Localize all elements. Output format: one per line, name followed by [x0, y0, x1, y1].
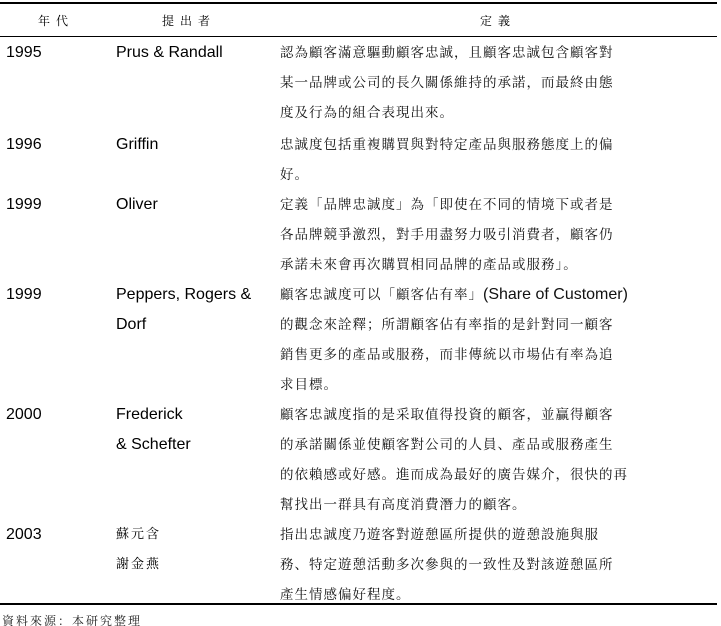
definition-text: 顧客忠誠度可以「顧客佔有率」 [280, 287, 483, 303]
row-author [116, 190, 276, 220]
definition-line: 各品牌競爭激烈，對手用盡努力吸引消費者，顧客仍 [280, 227, 614, 243]
definition-line: 認為顧客滿意驅動顧客忠誠，且顧客忠誠包含顧客對 [280, 45, 614, 61]
definition-line [280, 280, 710, 310]
definition-line: 度及行為的組合表現出來。 [280, 105, 454, 121]
table-header-rule [0, 36, 717, 37]
row-year: 2000 [6, 406, 42, 423]
table-bottom-rule [0, 603, 717, 605]
definition-line: 好。 [280, 167, 309, 183]
header-definition: 定義 [480, 14, 517, 28]
row-definition [280, 190, 710, 280]
author-line: 蘇元含 [116, 527, 162, 542]
author-line: Prus & Randall [116, 44, 223, 61]
table-source-note: 資料來源：本研究整理 [2, 614, 143, 626]
author-line: Peppers, Rogers & [116, 286, 252, 303]
definition-line: 忠誠度包括重複購買與對特定產品與服務態度上的偏 [280, 137, 614, 153]
row-year: 1995 [6, 44, 42, 61]
table-header [0, 4, 717, 36]
row-year: 1999 [6, 286, 42, 303]
author-line: Oliver [116, 196, 158, 213]
row-year: 1999 [6, 196, 42, 213]
definition-line: 的觀念來詮釋；所謂顧客佔有率指的是針對同一顧客 [280, 317, 614, 333]
author-line: Frederick [116, 406, 183, 423]
row-definition [280, 520, 710, 610]
row-definition [280, 400, 710, 520]
header-year: 年代 [38, 14, 75, 28]
definition-line: 務、特定遊憩活動多次參與的一致性及對該遊憩區所 [280, 557, 614, 573]
author-line: Dorf [116, 316, 147, 333]
definition-line: 的依賴感或好感。進而成為最好的廣告媒介，很快的再 [280, 467, 628, 483]
author-line: Griffin [116, 136, 159, 153]
row-year: 2003 [6, 526, 42, 543]
definition-line: 求目標。 [280, 377, 338, 393]
definition-latin-text: (Share of Customer) [483, 286, 628, 303]
author-line: 謝金燕 [116, 557, 162, 572]
row-author [116, 280, 276, 340]
definition-line: 銷售更多的產品或服務，而非傳統以市場佔有率為追 [280, 347, 614, 363]
row-author [116, 520, 276, 580]
row-author [116, 38, 276, 68]
definition-line: 幫找出一群具有高度消費潛力的顧客。 [280, 497, 527, 513]
definition-line: 顧客忠誠度指的是采取值得投資的顧客，並贏得顧客 [280, 407, 614, 423]
definition-line: 的承諾關係並使顧客對公司的人員、產品或服務產生 [280, 437, 614, 453]
definition-line: 指出忠誠度乃遊客對遊憩區所提供的遊憩設施與服 [280, 527, 599, 543]
definition-line: 定義「品牌忠誠度」為「即使在不同的情境下或者是 [280, 197, 614, 213]
header-author: 提出者 [162, 14, 217, 28]
row-definition [280, 130, 710, 190]
row-definition [280, 280, 710, 400]
row-author [116, 130, 276, 160]
row-year: 1996 [6, 136, 42, 153]
author-line: & Schefter [116, 436, 191, 453]
definition-line: 承諾未來會再次購買相同品牌的產品或服務」。 [280, 257, 578, 273]
row-author [116, 400, 276, 460]
row-definition [280, 38, 710, 128]
definition-line: 產生情感偏好程度。 [280, 587, 411, 603]
definition-line: 某一品牌或公司的長久關係維持的承諾，而最終由態 [280, 75, 614, 91]
